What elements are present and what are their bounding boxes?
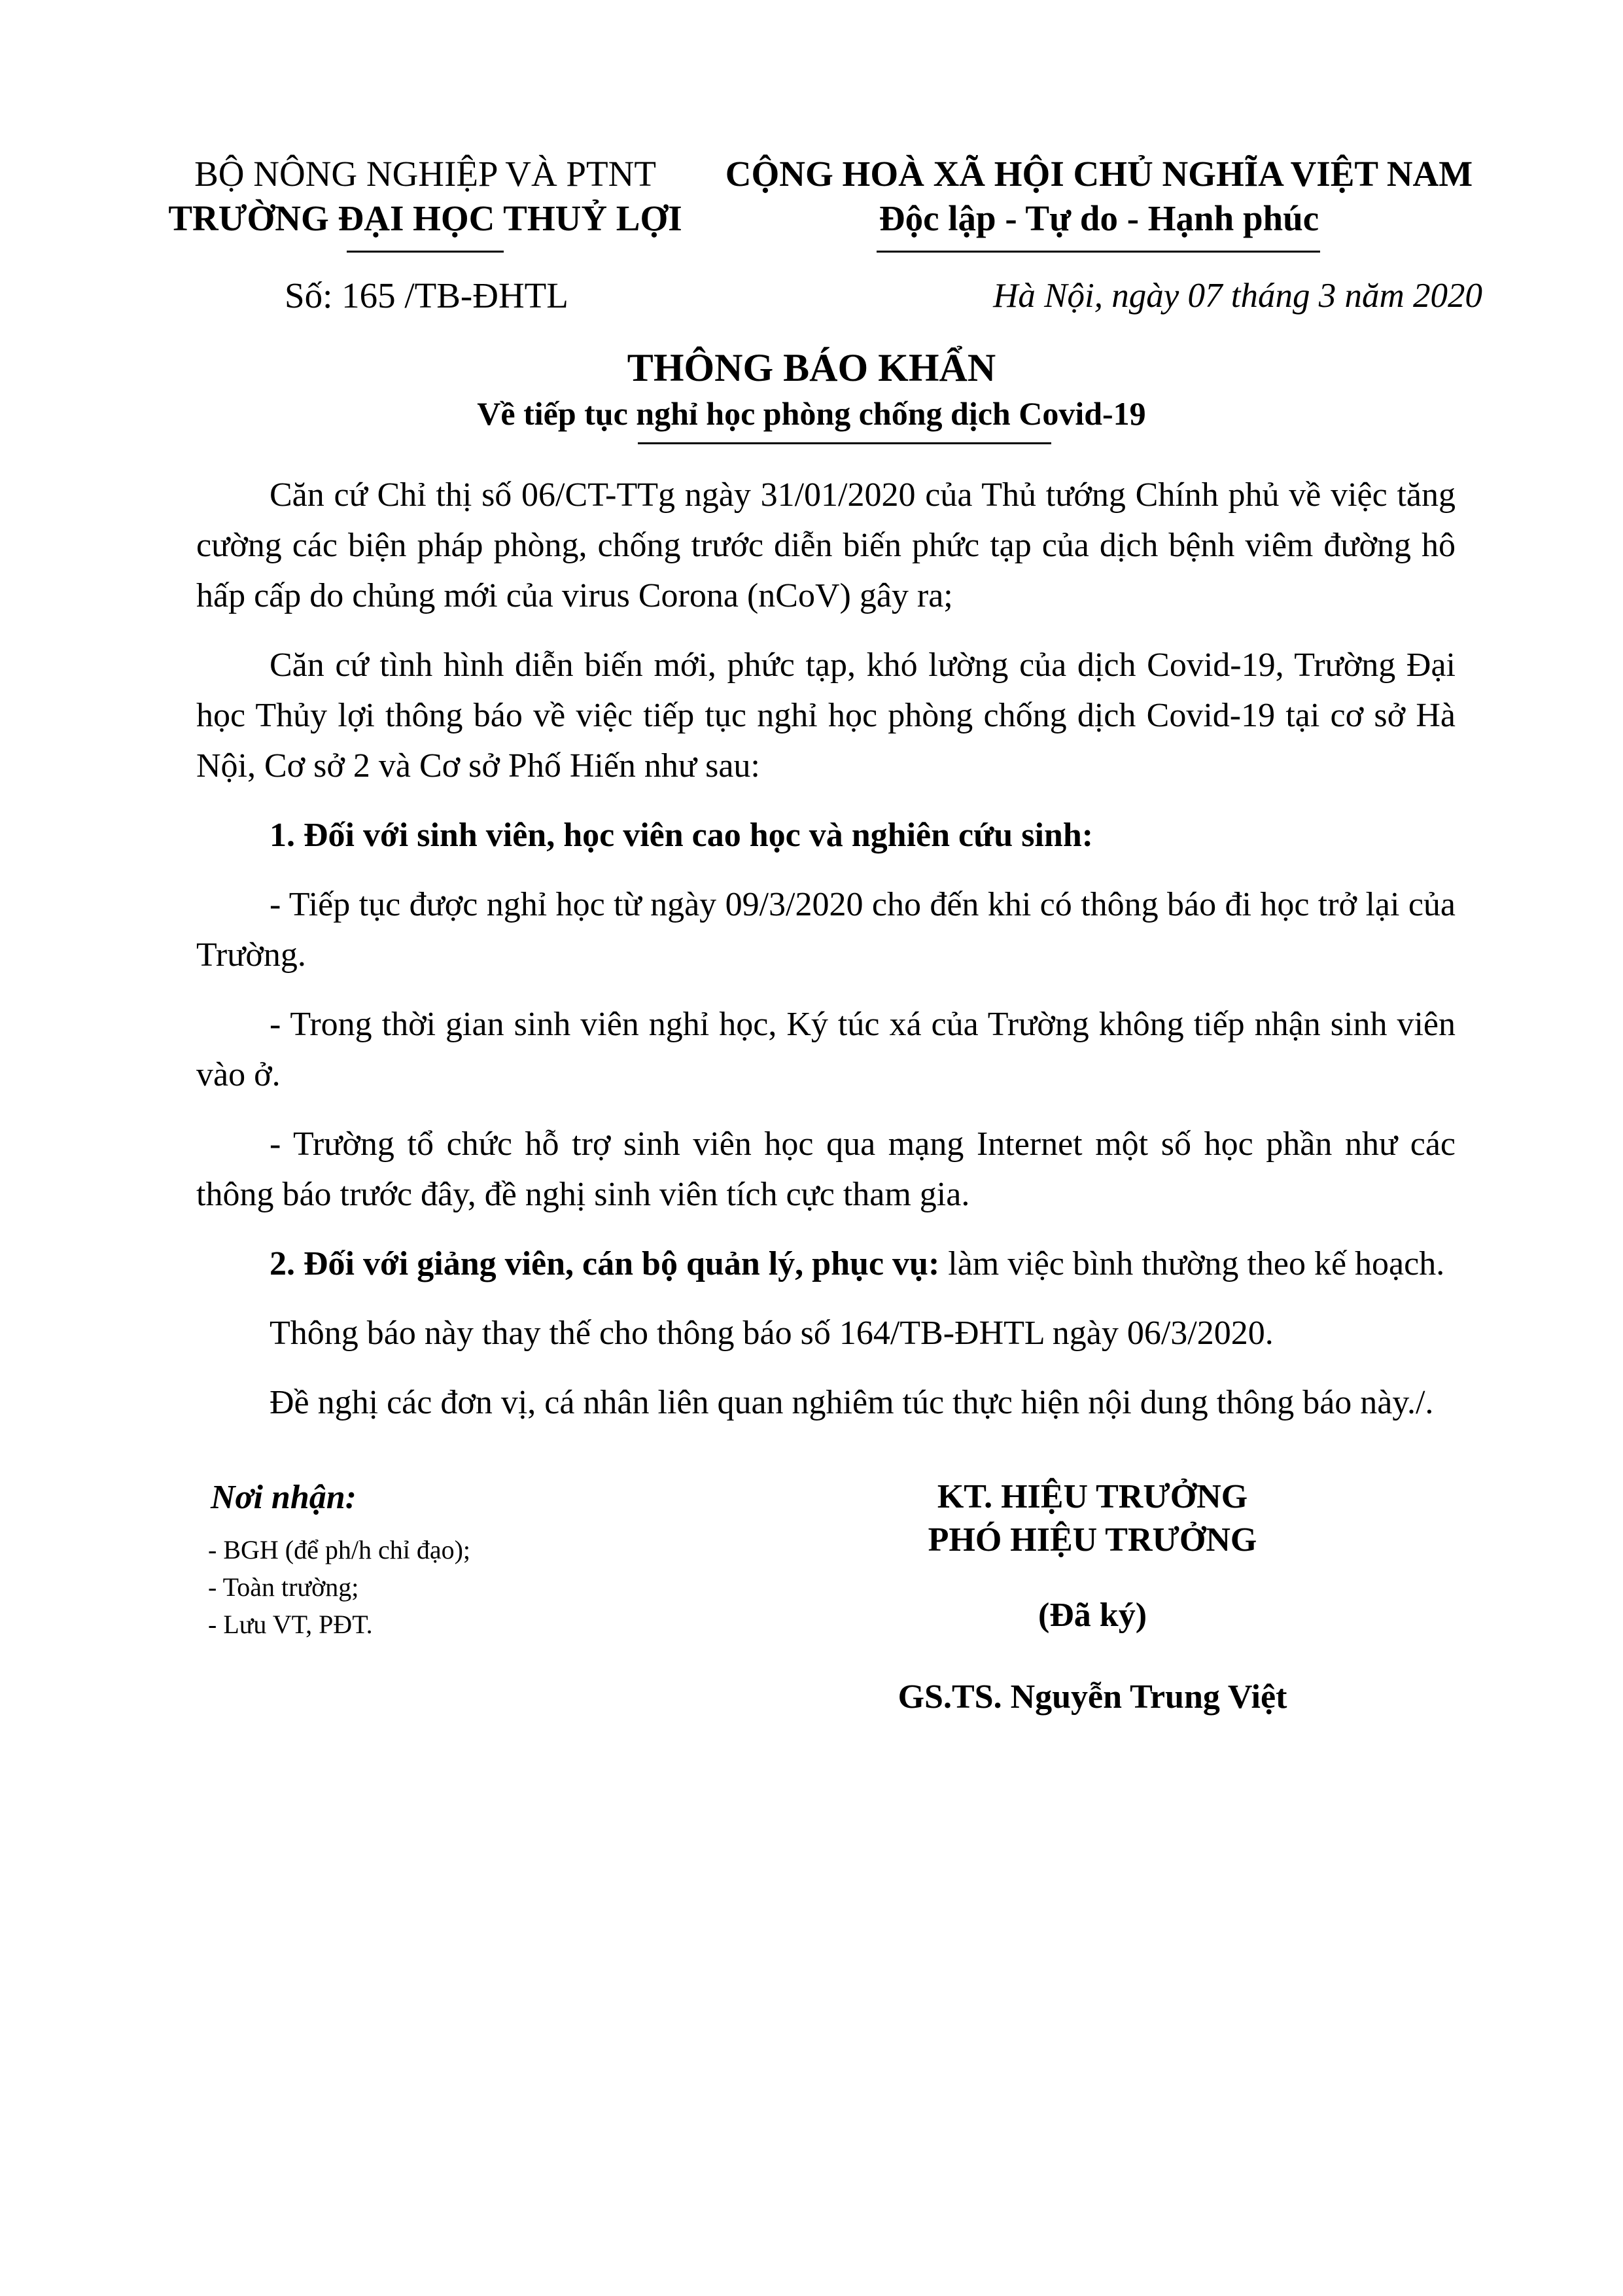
- closing-request: Đề nghị các đơn vị, cá nhân liên quan nghiêm túc thực hiện nội dung thông báo này./.: [270, 1384, 1434, 1421]
- signature-position: PHÓ HIỆU TRƯỞNG: [928, 1521, 1257, 1559]
- section-1-item-3: - Trường tổ chức hỗ trợ sinh viên học qua mạng Internet một số học phần như các thông báo trước đây, đề nghị sinh viên tích cực tham gia.: [196, 1125, 1456, 1213]
- document-number: Số: 165 /TB-ĐHTL: [285, 275, 568, 315]
- replacement-note: Thông báo này thay thế cho thông báo số 164/TB-ĐHTL ngày 06/3/2020.: [270, 1315, 1274, 1352]
- national-heading: [713, 152, 1485, 241]
- motto-underline: [877, 251, 1320, 253]
- recipients-list: [208, 1531, 470, 1643]
- signed-note: (Đã ký): [1038, 1597, 1147, 1634]
- announcement-paragraph: Căn cứ tình hình diễn biến mới, phức tạp, khó lường của dịch Covid-19, Trường Đại học Thủy lợi thông báo về việc tiếp tục nghỉ học phòng chống dịch Covid-19 tại cơ sở Hà Nội, Cơ sở 2 và Cơ sở Phố Hiến như sau:: [196, 646, 1456, 785]
- agency-underline: [347, 251, 504, 253]
- section-2-text: làm việc bình thường theo kế hoạch.: [939, 1245, 1445, 1282]
- country-name: CỘNG HOÀ XÃ HỘI CHỦ NGHĨA VIỆT NAM: [725, 154, 1473, 194]
- place-date: Hà Nội, ngày 07 tháng 3 năm 2020: [993, 277, 1482, 315]
- issuing-agency: [137, 152, 713, 241]
- university-name: TRƯỜNG ĐẠI HỌC THUỶ LỢI: [168, 198, 682, 238]
- national-motto: Độc lập - Tự do - Hạnh phúc: [879, 198, 1319, 238]
- ministry-name: BỘ NÔNG NGHIỆP VÀ PTNT: [194, 154, 656, 194]
- signer-name: GS.TS. Nguyễn Trung Việt: [898, 1678, 1287, 1716]
- recipient-item: - Toàn trường;: [208, 1572, 359, 1602]
- document-body: [196, 470, 1456, 1447]
- section-1-item-1: - Tiếp tục được nghỉ học từ ngày 09/3/2020 cho đến khi có thông báo đi học trở lại của Trường.: [196, 886, 1456, 974]
- section-1-heading: 1. Đối với sinh viên, học viên cao học và nghiên cứu sinh:: [270, 817, 1094, 854]
- section-1-item-2: - Trong thời gian sinh viên nghỉ học, Ký túc xá của Trường không tiếp nhận sinh viên vào ở.: [196, 1006, 1456, 1093]
- section-2-paragraph: [196, 1239, 1456, 1289]
- signature-block: [844, 1475, 1341, 1562]
- recipients-title: Nơi nhận:: [211, 1479, 357, 1516]
- recipient-item: - BGH (để ph/h chỉ đạo);: [208, 1535, 471, 1564]
- document-title: THÔNG BÁO KHẨN: [627, 346, 996, 389]
- legal-basis-paragraph: Căn cứ Chỉ thị số 06/CT-TTg ngày 31/01/2020 của Thủ tướng Chính phủ về việc tăng cường các biện pháp phòng, chống trước diễn biến phức tạp của dịch bệnh viêm đường hô hấp cấp do chủng mới của virus Corona (nCoV) gây ra;: [196, 476, 1456, 614]
- signature-authority: KT. HIỆU TRƯỞNG: [937, 1478, 1248, 1515]
- subtitle-underline: [638, 442, 1051, 444]
- recipient-item: - Lưu VT, PĐT.: [208, 1610, 373, 1639]
- section-2-heading: 2. Đối với giảng viên, cán bộ quản lý, phục vụ:: [270, 1245, 940, 1282]
- document-subtitle: Về tiếp tục nghỉ học phòng chống dịch Covid-19: [477, 395, 1146, 432]
